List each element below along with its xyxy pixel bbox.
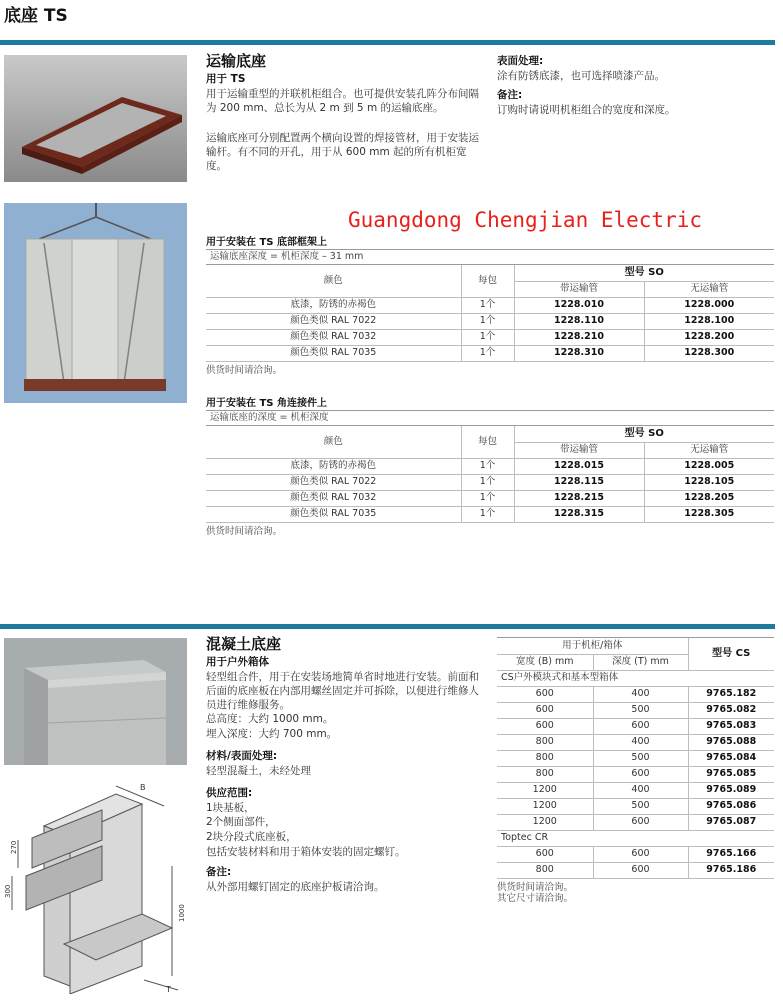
table3-note-1: 供货时间请洽询。	[497, 881, 574, 893]
dim-300-label: 300	[4, 884, 12, 898]
table-row: 800 500 9765.084	[497, 750, 774, 766]
table2-col-without: 无运输管	[644, 442, 774, 458]
table-row: 1200 500 9765.086	[497, 798, 774, 814]
concrete-base-title: 混凝土底座	[206, 635, 282, 653]
table-row: 800 600 9765.186	[497, 862, 774, 878]
table3-head-for: 用于机柜/箱体	[497, 638, 688, 654]
table3-head-width: 宽度 (B) mm	[497, 654, 593, 670]
table2-col-pack: 每包	[461, 426, 514, 458]
table2-footnote: 供货时间请洽询。	[206, 525, 283, 537]
cabinet-lifting-photo	[4, 203, 187, 403]
page-title: 底座 TS	[4, 6, 68, 26]
concrete-base-photo	[4, 638, 187, 765]
dim-1000-label: 1000	[178, 904, 186, 922]
table1-col-pack: 每包	[461, 265, 514, 297]
table2-col-with: 带运输管	[514, 442, 644, 458]
table-row: 底漆，防锈的赤褐色 1个 1228.010 1228.000	[206, 297, 774, 313]
supply-line: 2个侧面部件，	[206, 816, 276, 828]
table-row: 颜色类似 RAL 7035 1个 1228.315 1228.305	[206, 506, 774, 522]
table3-note-2: 其它尺寸请洽询。	[497, 893, 574, 905]
transport-for-label: 用于 TS	[206, 73, 246, 85]
concrete-height: 总高度：大约 1000 mm。	[206, 713, 334, 725]
table3-group-cs: CS户外模块式和基本型箱体	[497, 670, 774, 686]
table2-caption: 用于安装在 TS 角连接件上	[206, 398, 327, 409]
section-divider-concrete	[0, 624, 775, 629]
table2	[206, 410, 774, 537]
table3-group-toptec: Toptec CR	[497, 830, 774, 846]
table1-col-color: 颜色	[206, 265, 461, 297]
remark-label: 备注:	[497, 89, 523, 101]
surface-label: 表面处理:	[497, 55, 544, 67]
table2-depth-note: 运输底座的深度 = 机柜深度	[210, 412, 329, 423]
table2-col-model: 型号 SO	[514, 426, 774, 442]
table-row: 800 600 9765.085	[497, 766, 774, 782]
supply-line: 2块分段式底座板，	[206, 831, 297, 843]
watermark-text: Guangdong Chengjian Electric	[348, 208, 703, 232]
concrete-remark-label: 备注:	[206, 866, 232, 878]
table-row: 1200 400 9765.089	[497, 782, 774, 798]
table-row: 底漆，防锈的赤褐色 1个 1228.015 1228.005	[206, 458, 774, 474]
table1	[206, 249, 774, 376]
dim-270-label: 270	[10, 840, 18, 854]
material-text: 轻型混凝土，未经处理	[206, 765, 311, 777]
transport-base-title: 运输底座	[206, 52, 267, 70]
table3-head-model: 型号 CS	[688, 638, 774, 670]
concrete-depth: 埋入深度：大约 700 mm。	[206, 728, 338, 740]
table-row: 600 400 9765.182	[497, 686, 774, 702]
supply-line: 包括安装材料和用于箱体安装的固定螺钉。	[206, 846, 406, 858]
table1-depth-note: 运输底座深度 = 机柜深度 – 31 mm	[210, 251, 364, 262]
material-label: 材料/表面处理:	[206, 750, 278, 762]
concrete-base-drawing	[4, 776, 194, 994]
table-row: 800 400 9765.088	[497, 734, 774, 750]
transport-desc-2: 运输底座可分别配置两个横向设置的焊接管材，用于安装运输杆。有不同的开孔，用于从 600 mm 起的所有机柜宽度。	[206, 132, 479, 173]
table3-head-depth: 深度 (T) mm	[593, 654, 688, 670]
table-row: 颜色类似 RAL 7022 1个 1228.115 1228.105	[206, 474, 774, 490]
table-row: 颜色类似 RAL 7032 1个 1228.210 1228.200	[206, 329, 774, 345]
supply-label: 供应范围:	[206, 787, 253, 799]
table3	[497, 637, 774, 905]
table1-caption: 用于安装在 TS 底部框架上	[206, 237, 327, 248]
table1-col-model: 型号 SO	[514, 265, 774, 281]
transport-base-photo	[4, 55, 187, 182]
table-row: 颜色类似 RAL 7022 1个 1228.110 1228.100	[206, 313, 774, 329]
table-row: 1200 600 9765.087	[497, 814, 774, 830]
table-row: 600 500 9765.082	[497, 702, 774, 718]
concrete-for-label: 用于户外箱体	[206, 656, 269, 668]
table-row: 颜色类似 RAL 7035 1个 1228.310 1228.300	[206, 345, 774, 361]
concrete-desc: 轻型组合件，用于在安装场地简单省时地进行安装。前面和后面的底座板在内部用螺丝固定并可拆除，以便进行维修人员进行维修服务。	[206, 671, 479, 712]
supply-line: 1块基板，	[206, 802, 255, 814]
table1-col-without: 无运输管	[644, 281, 774, 297]
table1-col-with: 带运输管	[514, 281, 644, 297]
dim-t-label: T	[166, 985, 171, 994]
table-row: 600 600 9765.166	[497, 846, 774, 862]
concrete-remark-text: 从外部用螺钉固定的底座护板请洽询。	[206, 881, 385, 893]
table-row: 颜色类似 RAL 7032 1个 1228.215 1228.205	[206, 490, 774, 506]
dim-b-label: B	[140, 783, 146, 792]
transport-desc-1: 用于运输重型的并联机柜组合。也可提供安装孔阵分布间隔为 200 mm、总长为从 2 m 到 5 m 的运输底座。	[206, 88, 479, 115]
section-divider-top	[0, 40, 775, 45]
table1-footnote: 供货时间请洽询。	[206, 364, 283, 376]
surface-text: 涂有防锈底漆，也可选择喷漆产品。	[497, 70, 665, 82]
table-row: 600 600 9765.083	[497, 718, 774, 734]
remark-text: 订购时请说明机柜组合的宽度和深度。	[497, 104, 676, 116]
table2-col-color: 颜色	[206, 426, 461, 458]
